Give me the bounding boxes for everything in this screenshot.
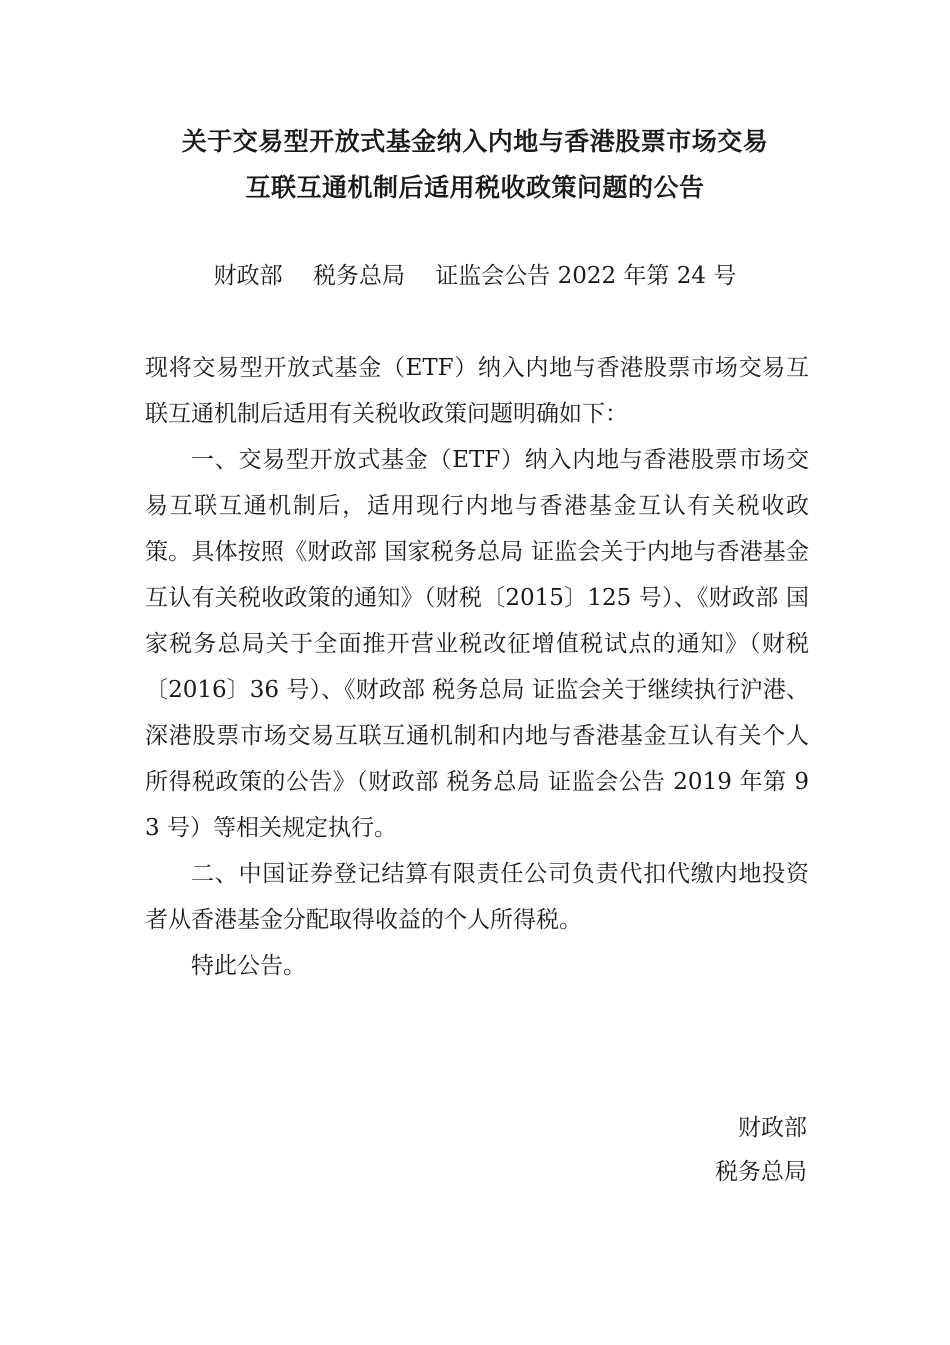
closing-paragraph: 特此公告。: [191, 953, 306, 979]
signature-tax-administration: 税务总局: [715, 1159, 807, 1185]
signature-ministry-of-finance: 财政部: [738, 1115, 807, 1141]
document-number: 财政部 税务总局 证监会公告 2022 年第 24 号: [213, 263, 737, 289]
intro-paragraph: 现将交易型开放式基金（ETF）纳入内地与香港股票市场交易互联互通机制后适用有关税收政策问题明确如下：: [145, 355, 809, 427]
clause-2-paragraph: 二、中国证券登记结算有限责任公司负责代扣代缴内地投资者从香港基金分配取得收益的个人所得税。: [145, 861, 809, 933]
document-title-line-2: 互联互通机制后适用税收政策问题的公告: [245, 173, 705, 202]
clause-1-paragraph: 一、交易型开放式基金（ETF）纳入内地与香港股票市场交易互联互通机制后，适用现行内地与香港基金互认有关税收政策。具体按照《财政部 国家税务总局 证监会关于内地与香港基金互认有关税收政策的通知》（财税〔2015〕125 号）、《财政部 国家税务总局关于全面推开营业税改征增值税试点的通知》（财税〔2016〕36 号）、《财政部 税务总局 证监会关于继续执行沪港、深港股票市场交易互联互通机制和内地与香港基金互认有关个人所得税政策的公告》（财政部 税务总局 证监会公告 2019 年第 93 号）等相关规定执行。: [145, 447, 809, 841]
document-body: [145, 345, 809, 989]
document-title-line-1: 关于交易型开放式基金纳入内地与香港股票市场交易: [181, 127, 769, 156]
